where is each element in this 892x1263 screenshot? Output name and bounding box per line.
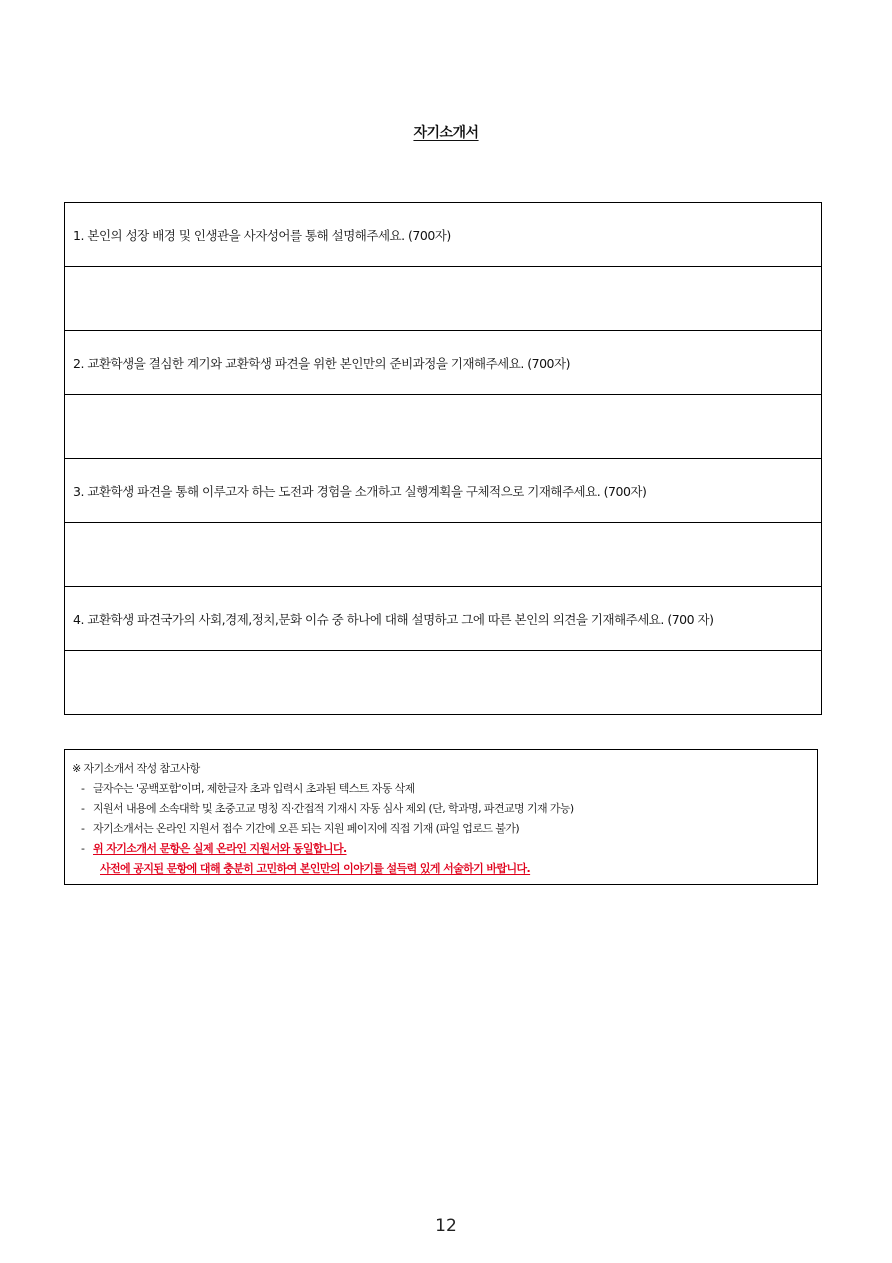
notes-item-text: 자기소개서는 온라인 지원서 접수 기간에 오픈 되는 지원 페이지에 직접 기재 (파일 업로드 불가) [93, 822, 520, 835]
question-1-prompt: 1. 본인의 성장 배경 및 인생관을 사자성어를 통해 설명해주세요. (700자) [65, 203, 822, 267]
answer-row [65, 651, 822, 715]
question-row [65, 203, 822, 267]
notes-heading: ※ 자기소개서 작성 참고사항 [72, 762, 200, 775]
question-row [65, 587, 822, 651]
question-table [64, 202, 822, 715]
answer-row [65, 523, 822, 587]
highlight-text: 위 자기소개서 문항은 실제 온라인 지원서와 동일합니다. [93, 842, 347, 855]
question-3-prompt: 3. 교환학생 파견을 통해 이루고자 하는 도전과 경험을 소개하고 실행계획을 구체적으로 기재해주세요. (700자) [65, 459, 822, 523]
writing-notes-box [64, 749, 818, 885]
dash-bullet: - [81, 802, 85, 815]
notes-item-highlight-continued [72, 859, 817, 879]
question-1-answer[interactable] [65, 267, 822, 331]
highlight-text: 사전에 공지된 문항에 대해 충분히 고민하여 본인만의 이야기를 설득력 있게 서술하기 바랍니다. [100, 862, 531, 875]
question-2-prompt: 2. 교환학생을 결심한 계기와 교환학생 파견을 위한 본인만의 준비과정을 기재해주세요. (700자) [65, 331, 822, 395]
question-2-answer[interactable] [65, 395, 822, 459]
dash-bullet: - [81, 842, 85, 855]
notes-item [72, 799, 817, 819]
question-4-answer[interactable] [65, 651, 822, 715]
notes-item-highlight [72, 839, 817, 859]
question-3-answer[interactable] [65, 523, 822, 587]
dash-bullet: - [81, 782, 85, 795]
notes-item [72, 819, 817, 839]
question-4-prompt: 4. 교환학생 파견국가의 사회,경제,정치,문화 이슈 중 하나에 대해 설명하고 그에 따른 본인의 의견을 기재해주세요. (700 자) [65, 587, 822, 651]
answer-row [65, 395, 822, 459]
dash-bullet: - [81, 822, 85, 835]
document-title: 자기소개서 [413, 125, 479, 141]
notes-item-text: 글자수는 '공백포함'이며, 제한글자 초과 입력시 초과된 텍스트 자동 삭제 [93, 782, 415, 795]
page-number: 12 [435, 1216, 457, 1236]
notes-item-text: 지원서 내용에 소속대학 및 초중고교 명칭 직·간접적 기재시 자동 심사 제외 (단, 학과명, 파견교명 기재 가능) [93, 802, 574, 815]
answer-row [65, 267, 822, 331]
notes-item [72, 779, 817, 799]
question-row [65, 459, 822, 523]
question-row [65, 331, 822, 395]
